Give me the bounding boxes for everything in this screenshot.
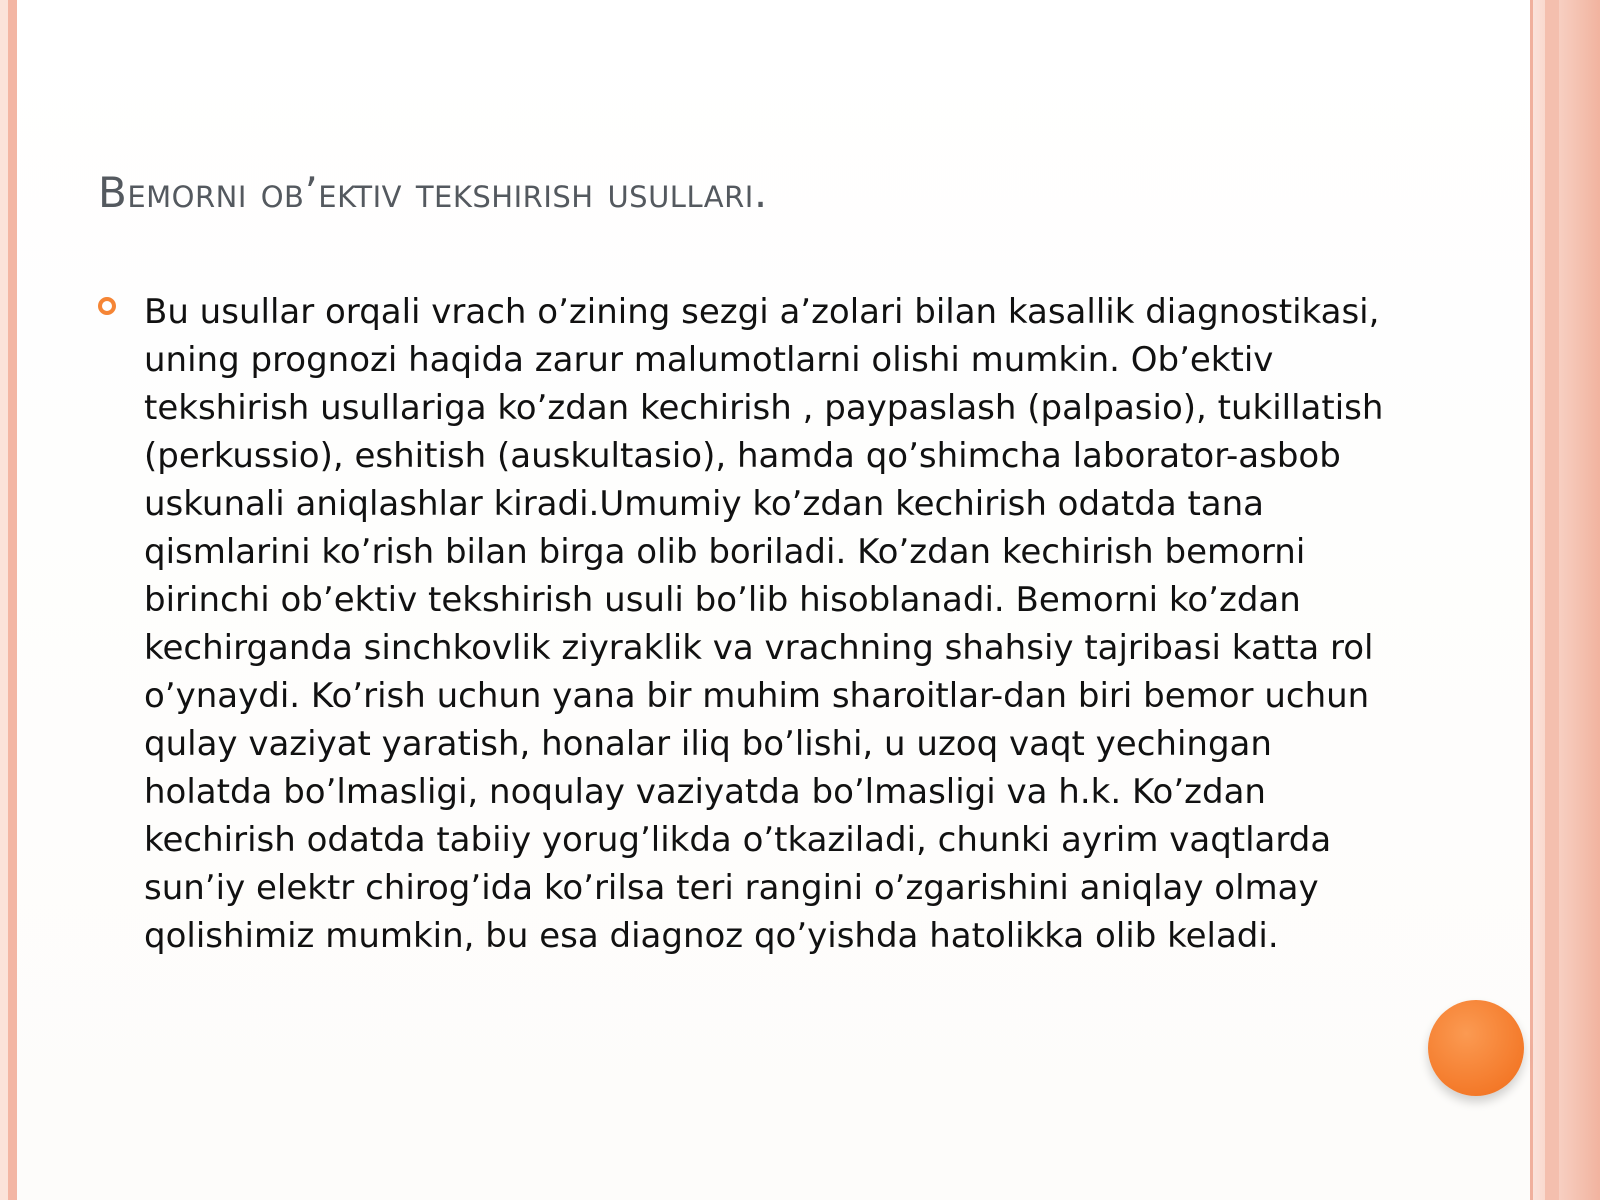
bullet-text: Bu usullar orqali vrach o’zining sezgi a’zolari bilan kasallik diagnostikasi, uning prognozi haqida zarur malumotlarni olishi mumkin. Ob’ektiv tekshirish usullariga ko’zdan kechirish , paypaslash (palpasio), tukillatish (perkussio), eshitish (auskultasio), hamda qo’shimcha laborator-asbob uskunali aniqlashlar kiradi.Umumiy ko’zdan kechirish odatda tana qismlarini ko’rish bilan birga olib boriladi. Ko’zdan kechirish bemorni birinchi ob’ektiv tekshirish usuli bo’lib hisoblanadi. Bemorni ko’zdan kechirganda sinchkovlik ziyraklik va vrachning shahsiy tajribasi katta rol o’ynaydi. Ko’rish uchun yana bir muhim sharoitlar-dan biri bemor uchun qulay vaziyat yaratish, honalar iliq bo’lishi, u uzoq vaqt yechingan holatda bo’lmasligi, noqulay vaziyatda bo’lmasligi va h.k. Ko’zdan kechirish odatda tabiiy yorug’likda o’tkaziladi, chunki ayrim vaqtlarda sun’iy elektr chirog’ida ko’rilsa teri rangini o’zgarishini aniqlay olmay qolishimiz mumkin, bu esa diagnoz qo’yishda hatolikka olib keladi.	[144, 292, 1384, 956]
bullet-list	[98, 288, 1398, 960]
right-decorative-band	[1530, 0, 1600, 1200]
bullet-item	[98, 288, 1398, 960]
right-border-line	[1530, 0, 1533, 1200]
left-border-edge	[0, 0, 8, 1200]
orange-circle-icon	[1428, 1000, 1524, 1096]
left-border-stripe	[8, 0, 17, 1200]
right-border-stripe	[1545, 0, 1559, 1200]
slide-title: Bemorni ob’ektiv tekshirish usullari.	[98, 168, 768, 217]
hollow-circle-bullet-icon	[98, 297, 116, 315]
